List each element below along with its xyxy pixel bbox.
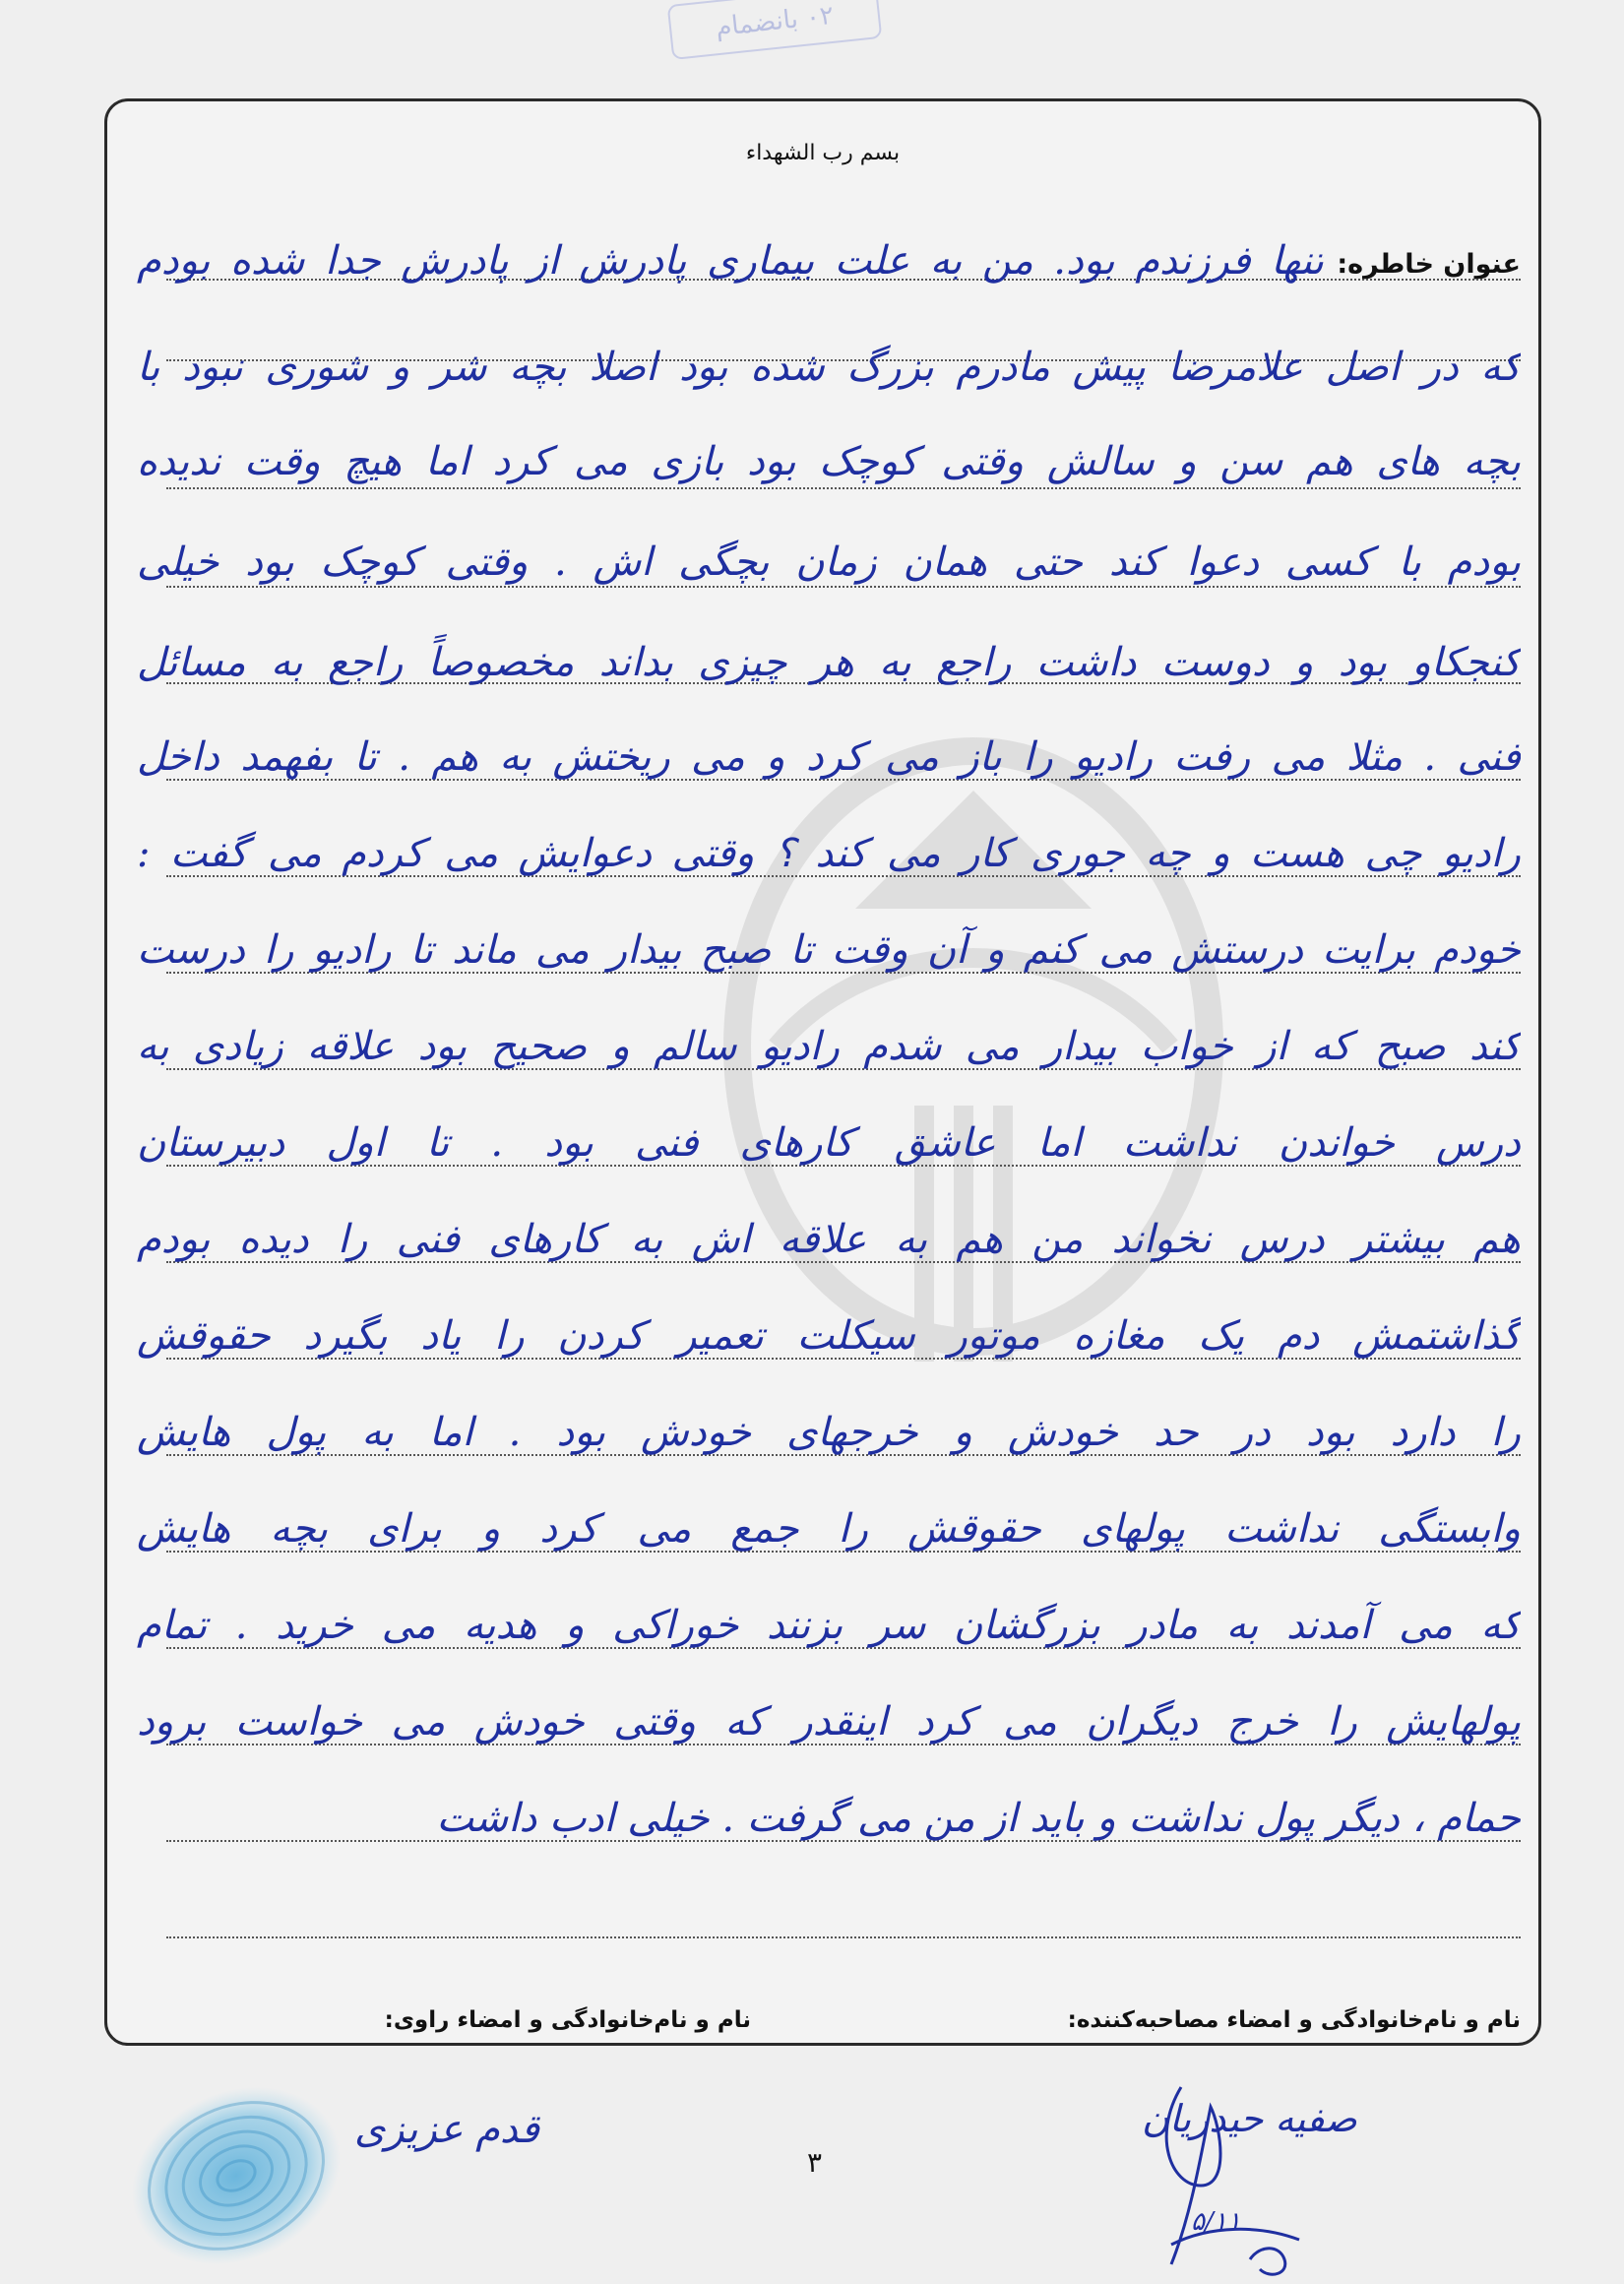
page-header: بسم رب الشهداء — [745, 141, 901, 165]
handwritten-line: تنها فرزندم بود. من به علت بیماری پادرش از پادرش جدا شده بودم — [137, 238, 1324, 284]
memoir-title-label: عنوان خاطره: — [1337, 249, 1521, 280]
handwritten-line: بچه های هم سن و سالش وقتی کوچک بود بازی می کرد اما هیچ وقت ندیده — [137, 439, 1521, 484]
handwritten-line: هم بیشتر درس نخواند من هم به علاقه اش به کارهای فنی را دیده بودم — [137, 1217, 1521, 1262]
handwritten-line: حمام ، دیگر پول نداشت و باید از من می گرفت . خیلی ادب داشت — [436, 1796, 1521, 1841]
narrator-signature-label: نام و نام‌خانوادگی و امضاء راوی: — [384, 2007, 751, 2033]
handwritten-line: که می آمدند به مادر بزرگشان سر بزنند خوراکی و هدیه می خرید . تمام — [137, 1603, 1521, 1648]
signature-date: ۵/۱۱ — [1191, 2207, 1241, 2237]
page-number: ۳ — [807, 2146, 823, 2179]
handwritten-line: بودم با کسی دعوا کند حتی همان زمان بچگی اش . وقتی کوچک بود خیلی — [137, 539, 1521, 585]
handwritten-line: فنی . مثلا می رفت رادیو را باز می کرد و می ریختش به هم . تا بفهمد داخل — [137, 734, 1521, 780]
handwritten-line: پولهایش را خرج دیگران می کرد اینقدر که وقتی خودش می خواست برود — [137, 1699, 1521, 1745]
handwritten-line: کنجکاو بود و دوست داشت راجع به هر چیزی بداند مخصوصاً راجع به مسائل — [137, 640, 1521, 685]
handwritten-line: رادیو چی هست و چه جوری کار می کند ؟ وقتی دعوایش می کردم می گفت : — [137, 831, 1521, 876]
interviewer-signature: صفیه حیدریان — [1142, 2097, 1357, 2140]
handwritten-line: را دارد بود در حد خودش و خرجهای خودش بود . اما به پول هایش — [137, 1410, 1521, 1455]
interviewer-signature-label: نام و نام‌خانوادگی و امضاء مصاحبه‌کننده: — [1067, 2007, 1521, 2033]
handwritten-line: که در اصل علامرضا پیش مادرم بزرگ شده بود اصلا بچه شر و شوری نبود با — [137, 345, 1521, 390]
signature-scribble-icon — [1112, 2067, 1329, 2284]
handwritten-line: گذاشتمش دم یک مغازه موتور سیکلت تعمیر کردن را یاد بگیرد حقوقش — [137, 1313, 1521, 1359]
handwritten-line: خودم برایت درستش می کنم و آن وقت تا صبح بیدار می ماند تا رادیو را درست — [137, 927, 1521, 973]
ruled-line — [166, 1936, 1521, 1938]
top-stamp: ۰۲ بانضمام — [667, 0, 883, 60]
handwritten-line: وابستگی نداشت پولهای حقوقش را جمع می کرد و برای بچه هایش — [137, 1506, 1521, 1552]
narrator-signature: قدم عزیزی — [354, 2107, 540, 2152]
handwritten-line: کند صبح که از خواب بیدار می شدم رادیو سالم و صحیح بود علاقه زیادی به — [137, 1024, 1521, 1069]
handwritten-line: درس خواندن نداشت اما عاشق کارهای فنی بود . تا اول دبیرستان — [137, 1120, 1521, 1166]
memoir-form-frame — [104, 98, 1541, 2046]
fingerprint-icon — [118, 2077, 354, 2274]
